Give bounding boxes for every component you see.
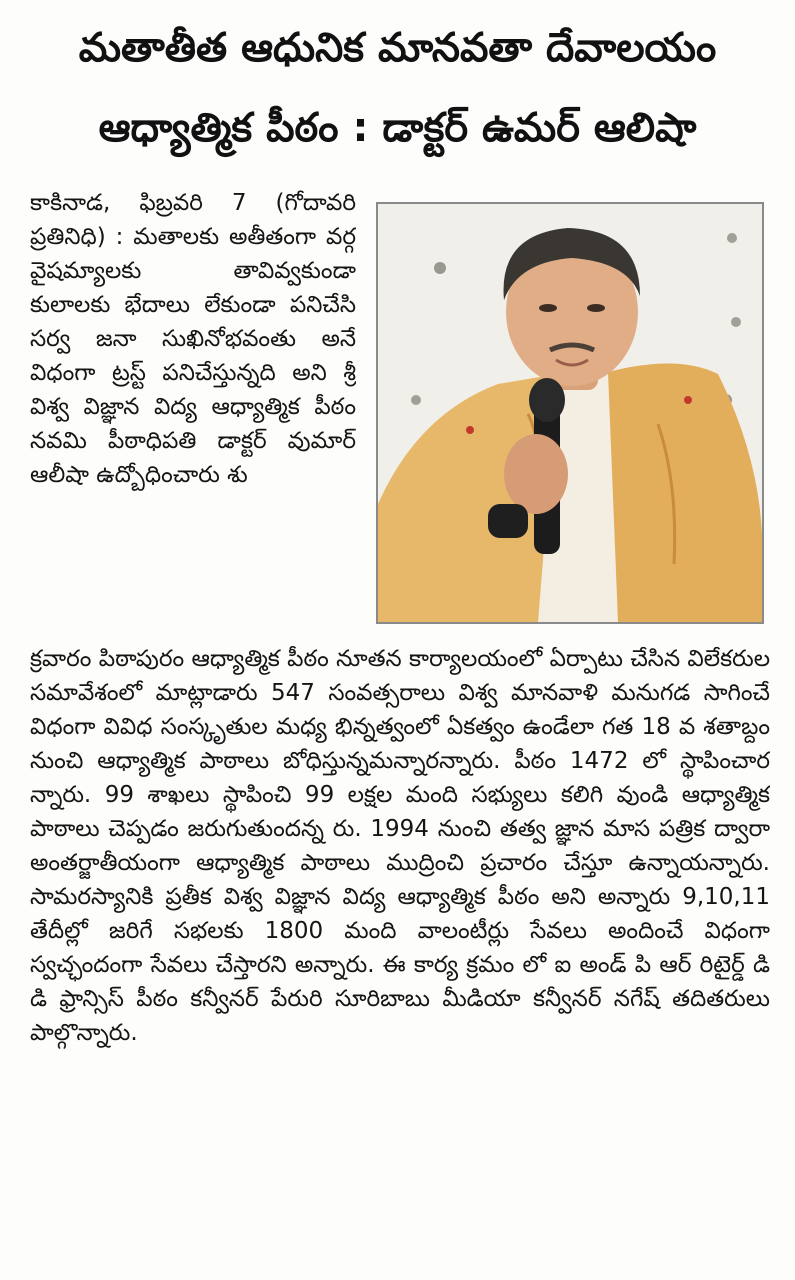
backdrop-ornament bbox=[411, 395, 421, 405]
backdrop-ornament bbox=[434, 262, 446, 274]
wrist-band bbox=[488, 504, 528, 538]
headline-line-2: ఆధ్యాత్మిక పీఠం : డాక్టర్ ఉమర్ ఆలిషా bbox=[98, 105, 697, 151]
hand bbox=[504, 434, 568, 514]
article-body-column-wide: క్రవారం పిఠాపురం ఆధ్యాత్మిక పీఠం నూతన కార్యాలయంలో ఏర్పాటు చేసిన విలేకరుల సమావేశంలో మాట్లాడారు 547 సంవత్సరాలు విశ్వ మానవాళి మనుగడ సాగించే విధంగా వివిధ సంస్కృతుల మధ్య భిన్నత్వంలో ఏకత్వం ఉండేలా గత 18 వ శతాబ్దం నుంచి ఆధ్యాత్మిక పాఠాలు బోధిస్తున్నమన్నారన్నారు. పీఠం 1472 లో స్థాపించార న్నారు. 99 శాఖలు స్థాపించి 99 లక్షల మంది సభ్యులు కలిగి వుండి ఆధ్యాత్మిక పాఠాలు చెప్పడం జరుగుతుందన్న రు. 1994 నుంచి తత్వ జ్ఞాన మాస పత్రిక ద్వారా అంతర్జాతీయంగా ఆధ్యాత్మిక పాఠాలు ముద్రించి ప్రచారం చేస్తూ ఉన్నాయన్నారు. సామరస్యానికి ప్రతీక విశ్వ విజ్ఞాన విద్య ఆధ్యాత్మిక పీఠం అని అన్నారు 9,10,11 తేదీల్లో జరిగే సభలకు 1800 మంది వాలంటీర్లు సేవలు అందించే విధంగా స్వచ్ఛందంగా సేవలు చేస్తారని అన్నారు. ఈ కార్య క్రమం లో ఐ అండ్ పి ఆర్ రిటైర్డ్ డి డి ఫ్రాన్సిస్ పీఠం కన్వీనర్ పేరురి సూరిబాబు మీడియా కన్వీనర్ నగేష్ తదితరులు పాల్గొన్నారు. bbox=[30, 646, 770, 1046]
article-body-column-narrow: కాకినాడ, ఫిబ్రవరి 7 (గోదావరి ప్రతినిధి) : మతాలకు అతీతంగా వర్గ వైషమ్యాలకు తావివ్వకుండా కులాలకు భేదాలు లేకుండా పనిచేసి సర్వ జనా సుఖినోభవంతు అనే విధంగా ట్రస్ట్ పనిచేస్తున్నది అని శ్రీ విశ్వ విజ్ఞాన విద్య ఆధ్యాత్మిక పీఠం నవమి పీఠాధిపతి డాక్టర్ వుమార్ ఆలీషా ఉద్బోధించారు శు bbox=[30, 190, 356, 488]
backdrop-ornament bbox=[727, 233, 737, 243]
speaker-photo-illustration bbox=[378, 204, 762, 622]
left-eye bbox=[539, 304, 557, 312]
backdrop-ornament bbox=[731, 317, 741, 327]
right-eye bbox=[587, 304, 605, 312]
shawl-motif bbox=[684, 396, 692, 404]
speaker-photo bbox=[376, 202, 764, 624]
microphone-head bbox=[529, 378, 565, 422]
headline-line-1: మతాతీత ఆధునిక మానవతా దేవాలయం bbox=[78, 25, 717, 71]
shawl-motif bbox=[466, 426, 474, 434]
